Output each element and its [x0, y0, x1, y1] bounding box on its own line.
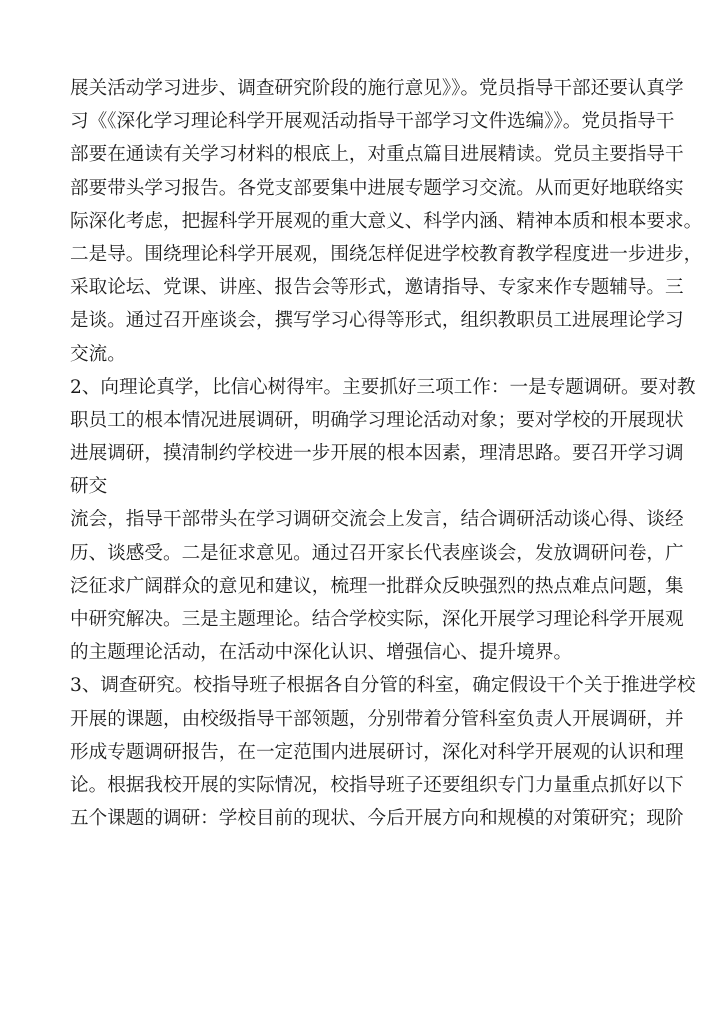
text-line: 中研究解决。三是主题理论。结合学校实际，深化开展学习理论科学开展观 [70, 609, 684, 630]
text-line: 二是导。围绕理论科学开展观，围绕怎样促进学校教育教学程度进一步进步， [70, 243, 703, 265]
text-line: 职员工的根本情况进展调研，明确学习理论活动对象；要对学校的开展现状 [70, 409, 684, 431]
text-line: 开展的课题，由校级指导干部领题，分别带着分管科室负责人开展调研，并 [70, 708, 684, 730]
text-line: 际深化考虑，把握科学开展观的重大意义、科学内涵、精神本质和根本要求。 [70, 210, 703, 232]
text-line: 交流。 [70, 343, 126, 365]
text-line: 2、向理论真学，比信心树得牢。主要抓好三项工作：一是专题调研。要对教 [70, 376, 696, 398]
body-text [70, 72, 703, 835]
text-line: 是谈。通过召开座谈会，撰写学习心得等形式，组织教职员工进展理论学习 [70, 310, 684, 332]
text-line: 展关活动学习进步、调查研究阶段的施行意见》》。党员指导干部还要认真学 [70, 78, 684, 99]
text-line: 五个课题的调研：学校目前的现状、今后开展方向和规模的对策研究；现阶 [70, 808, 684, 830]
text-line: 论。根据我校开展的实际情况，校指导班子还要组织专门力量重点抓好以下 [70, 774, 684, 796]
text-line: 泛征求广阔群众的意见和建议，梳理一批群众反映强烈的热点难点问题，集 [70, 575, 684, 597]
text-line: 形成专题调研报告，在一定范围内进展研讨，深化对科学开展观的认识和理 [70, 741, 684, 763]
text-line: 部要带头学习报告。各党支部要集中进展专题学习交流。从而更好地联络实 [70, 177, 684, 199]
text-line: 进展调研，摸清制约学校进一步开展的根本因素，理清思路。要召开学习调 [70, 443, 684, 465]
text-line: 研交 [70, 476, 108, 498]
text-line: 历、谈感受。二是征求意见。通过召开家长代表座谈会，发放调研问卷，广 [70, 542, 684, 564]
text-line: 3、调查研究。校指导班子根据各自分管的科室，确定假设干个关于推进学校 [70, 675, 696, 697]
text-line: 采取论坛、党课、讲座、报告会等形式，邀请指导、专家来作专题辅导。三 [70, 277, 684, 299]
text-line: 习《《深化学习理论科学开展观活动指导干部学习文件选编》》。党员指导干 [70, 111, 675, 133]
text-line: 流会，指导干部带头在学习调研交流会上发言，结合调研活动谈心得、谈经 [70, 509, 684, 531]
text-line: 部要在通读有关学习材料的根底上，对重点篇目进展精读。党员主要指导干 [70, 144, 684, 166]
text-line: 的主题理论活动，在活动中深化认识、增强信心、提升境界。 [70, 642, 573, 664]
